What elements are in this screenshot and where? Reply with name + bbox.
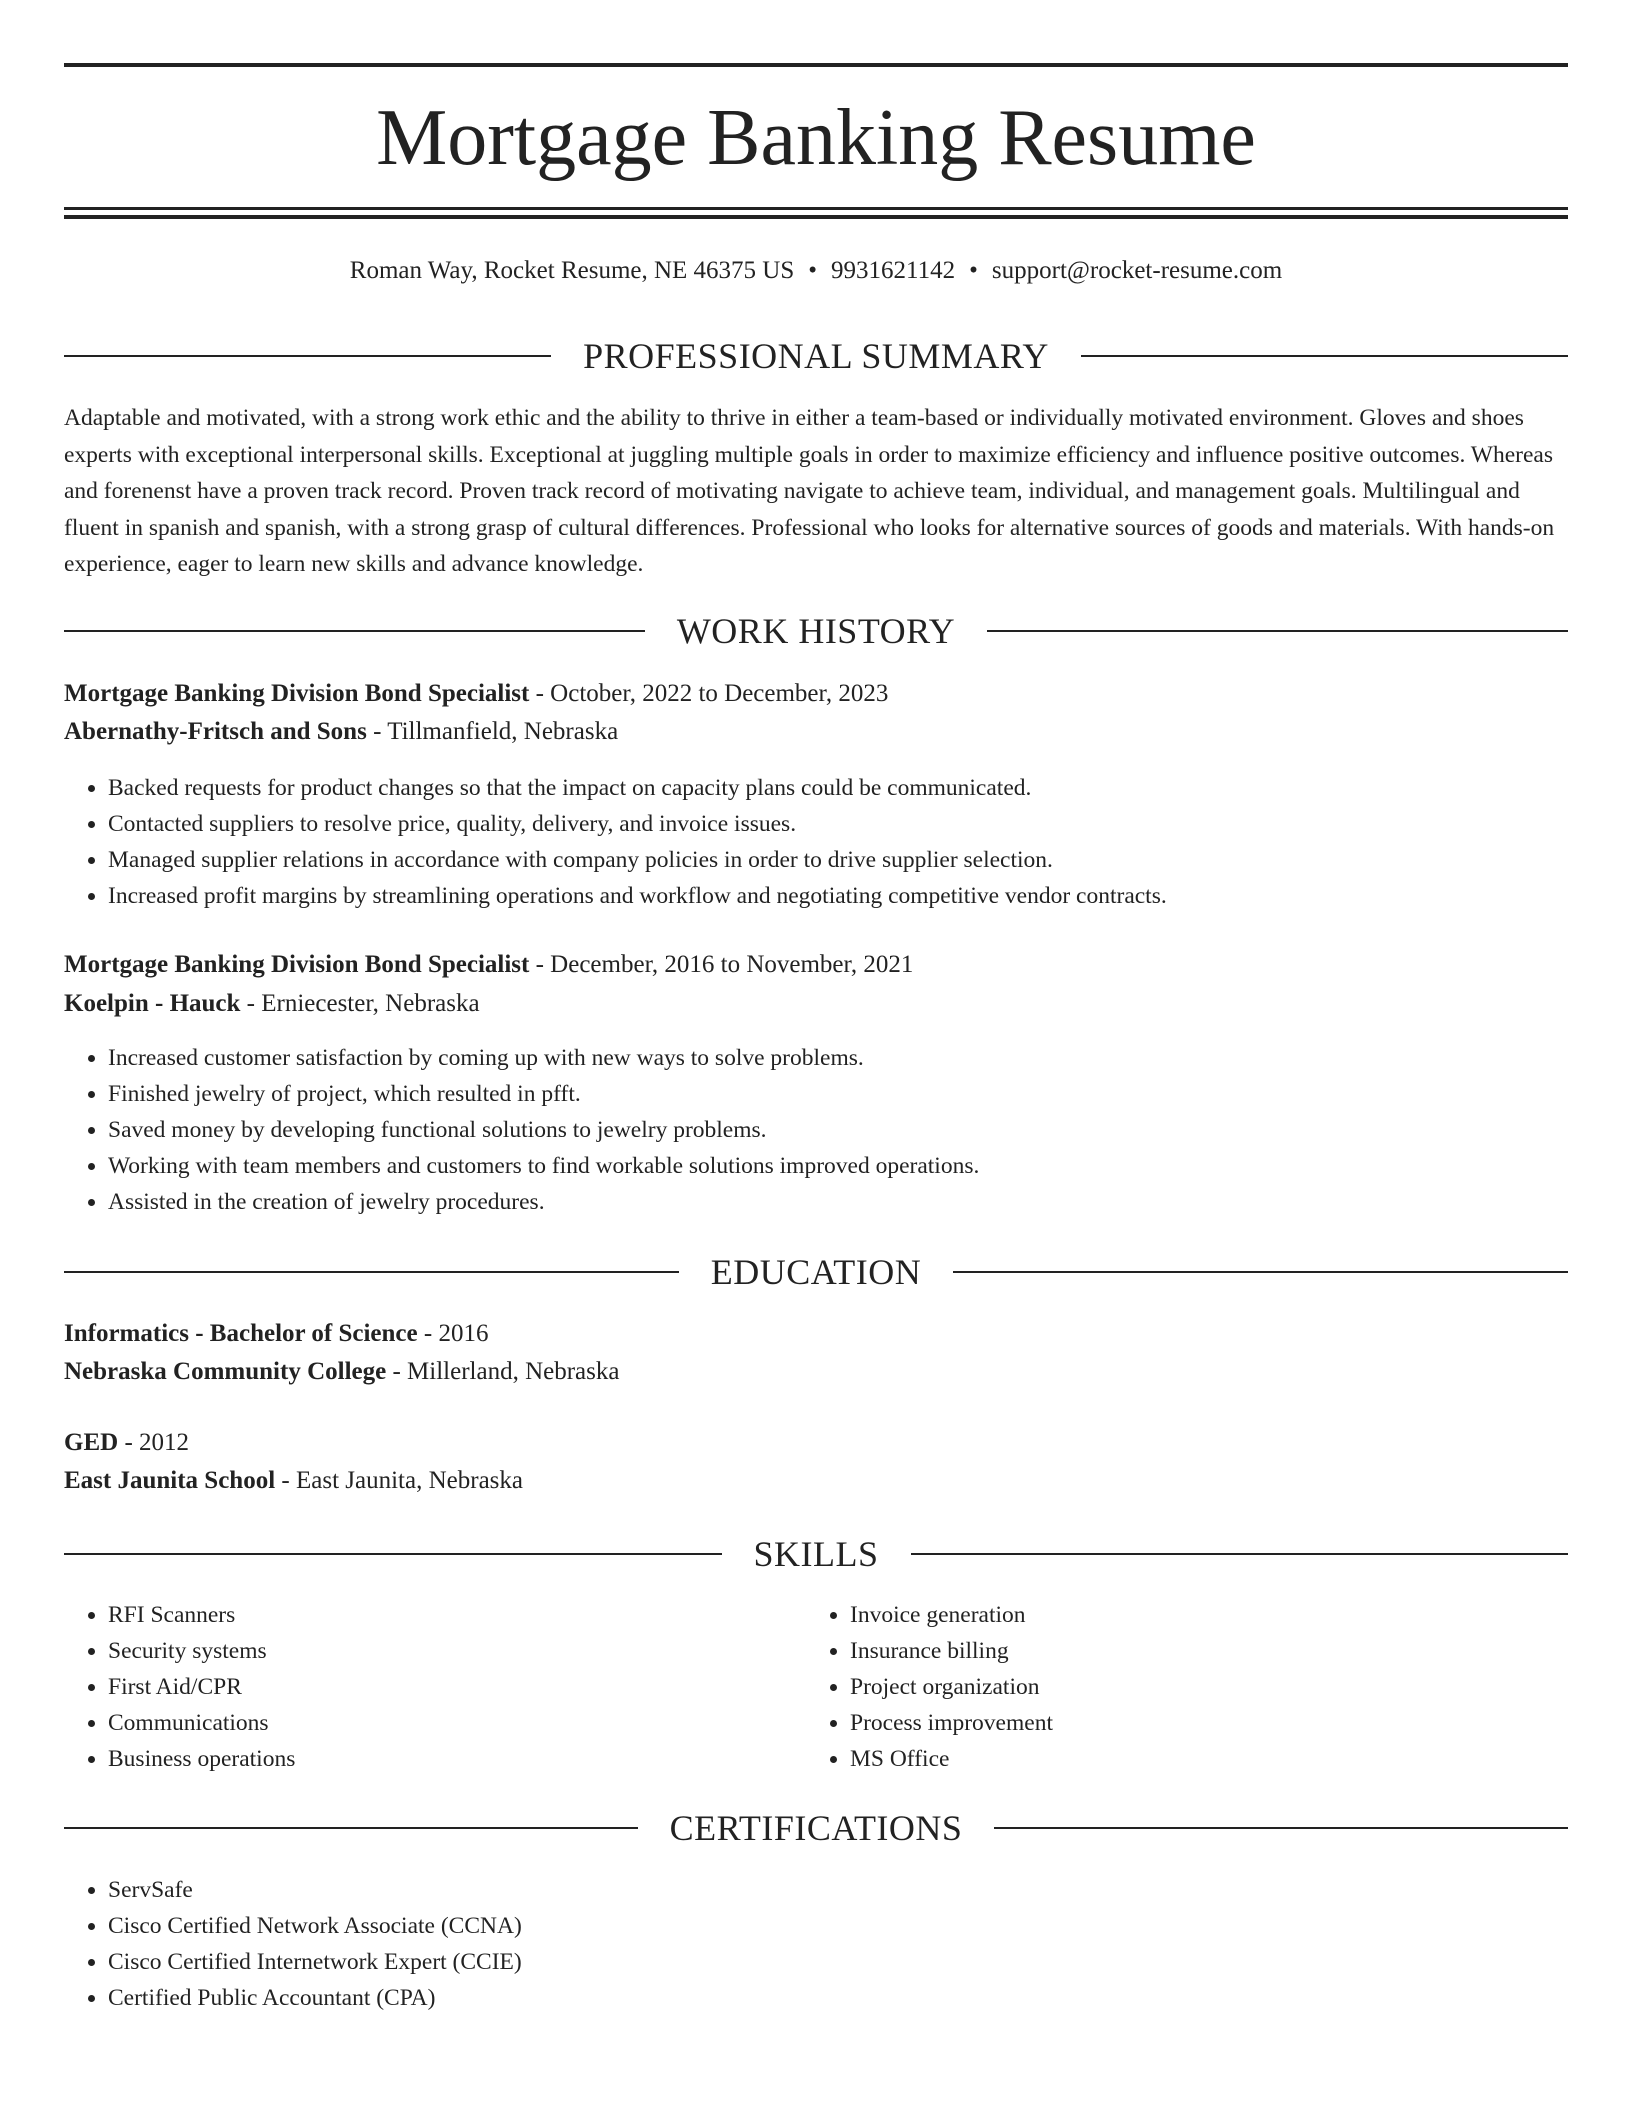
job-company-line <box>64 715 1568 749</box>
job-company: Koelpin - Hauck <box>64 990 241 1017</box>
contact-address: Roman Way, Rocket Resume, NE 46375 US <box>349 257 795 284</box>
list-item: • Contacted suppliers to resolve price, quality, delivery, and invoice issues. <box>108 806 1167 842</box>
list-item: • Increased customer satisfaction by coming up with new ways to solve problems. <box>108 1040 979 1076</box>
contact-phone: 9931621142 <box>831 257 956 284</box>
summary-text: Adaptable and motivated, with a strong work ethic and the ability to thrive in either a team-based or individually motivated environment. Gloves and shoes experts with exceptional interpersonal skills. Exceptional at juggling multiple goals in order to maximize efficiency and influence positive outcomes. Whereas and forenenst have a proven track record. Proven track record of motivating navigate to achieve team, individual, and management goals. Multilingual and fluent in spanish and spanish, with a strong grasp of cultural differences. Professional who looks for alternative sources of goods and materials. With hands-on experience, eager to learn new skills and advance knowledge. <box>64 405 1555 577</box>
heading-rule <box>64 355 551 357</box>
list-item: • ServSafe <box>108 1872 522 1908</box>
job-title-line <box>64 677 1568 711</box>
job-bullets <box>64 1040 979 1220</box>
list-item: • RFI Scanners <box>108 1597 295 1633</box>
heading-rule <box>64 1553 722 1555</box>
education-school-line <box>64 1355 1568 1389</box>
list-item: • Cisco Certified Internetwork Expert (CCIE) <box>108 1944 522 1980</box>
heading-rule <box>994 1827 1568 1829</box>
list-item: • Managed supplier relations in accordance with company policies in order to drive supplier selection. <box>108 842 1167 878</box>
title-rule-upper <box>64 207 1568 210</box>
heading-rule <box>987 630 1568 632</box>
job-location: - Tillmanfield, Nebraska <box>366 718 619 745</box>
heading-rule <box>911 1553 1569 1555</box>
heading-rule <box>1081 355 1568 357</box>
job-title: Mortgage Banking Division Bond Specialist <box>64 680 530 707</box>
list-item: • Security systems <box>108 1633 295 1669</box>
job-bullets <box>64 770 1167 914</box>
job-dates: - December, 2016 to November, 2021 <box>529 951 914 978</box>
list-item: • Insurance billing <box>850 1633 1053 1669</box>
education-degree-line <box>64 1317 1568 1351</box>
list-item: • Process improvement <box>850 1705 1053 1741</box>
section-heading-education <box>64 1250 1568 1294</box>
job-company: Abernathy-Fritsch and Sons <box>64 718 367 745</box>
education-year: - 2016 <box>417 1320 489 1347</box>
contact-line <box>64 255 1568 287</box>
job-title: Mortgage Banking Division Bond Specialist <box>64 951 530 978</box>
job-title-line <box>64 948 1568 982</box>
section-title: SKILLS <box>753 1534 879 1574</box>
education-school: Nebraska Community College <box>64 1358 387 1385</box>
contact-separator: • <box>969 257 978 284</box>
list-item: • Invoice generation <box>850 1597 1053 1633</box>
top-rule <box>64 63 1568 67</box>
list-item: • Backed requests for product changes so that the impact on capacity plans could be communicated. <box>108 770 1167 806</box>
education-year: - 2012 <box>118 1429 190 1456</box>
list-item: • Saved money by developing functional solutions to jewelry problems. <box>108 1112 979 1148</box>
list-item: • Working with team members and customers to find workable solutions improved operations. <box>108 1148 979 1184</box>
section-heading-certifications <box>64 1806 1568 1850</box>
education-school-line <box>64 1464 1568 1498</box>
section-title: PROFESSIONAL SUMMARY <box>583 336 1049 376</box>
list-item: • Business operations <box>108 1741 295 1777</box>
list-item: • Finished jewelry of project, which resulted in pfft. <box>108 1076 979 1112</box>
section-heading-skills <box>64 1532 1568 1576</box>
list-item: • Assisted in the creation of jewelry procedures. <box>108 1184 979 1220</box>
section-title: CERTIFICATIONS <box>669 1808 963 1848</box>
contact-separator: • <box>808 257 818 284</box>
education-degree-line <box>64 1426 1568 1460</box>
title-rule-lower <box>64 215 1568 219</box>
section-title: WORK HISTORY <box>676 611 956 651</box>
education-location: - Millerland, Nebraska <box>386 1358 620 1385</box>
education-location: - East Jaunita, Nebraska <box>275 1467 523 1494</box>
job-company-line <box>64 987 1568 1021</box>
education-school: East Jaunita School <box>64 1467 276 1494</box>
certifications-list <box>64 1872 522 2016</box>
list-item: • Certified Public Accountant (CPA) <box>108 1980 522 2016</box>
heading-rule <box>64 1271 679 1273</box>
heading-rule <box>953 1271 1568 1273</box>
skills-list-right <box>806 1597 1053 1777</box>
list-item: • Communications <box>108 1705 295 1741</box>
heading-rule <box>64 630 645 632</box>
list-item: • MS Office <box>850 1741 1053 1777</box>
section-heading-summary <box>64 334 1568 378</box>
heading-rule <box>64 1827 638 1829</box>
education-degree: GED <box>64 1429 119 1456</box>
section-heading-work-history <box>64 609 1568 653</box>
contact-email: support@rocket-resume.com <box>991 257 1283 284</box>
resume-title: Mortgage Banking Resume <box>376 94 1256 182</box>
section-title: EDUCATION <box>710 1252 922 1292</box>
list-item: • First Aid/CPR <box>108 1669 295 1705</box>
job-dates: - October, 2022 to December, 2023 <box>529 680 889 707</box>
job-location: - Erniecester, Nebraska <box>240 990 480 1017</box>
list-item: • Increased profit margins by streamlining operations and workflow and negotiating competitive vendor contracts. <box>108 878 1167 914</box>
list-item: • Cisco Certified Network Associate (CCNA) <box>108 1908 522 1944</box>
skills-list-left <box>64 1597 295 1777</box>
list-item: • Project organization <box>850 1669 1053 1705</box>
education-degree: Informatics - Bachelor of Science <box>64 1320 418 1347</box>
